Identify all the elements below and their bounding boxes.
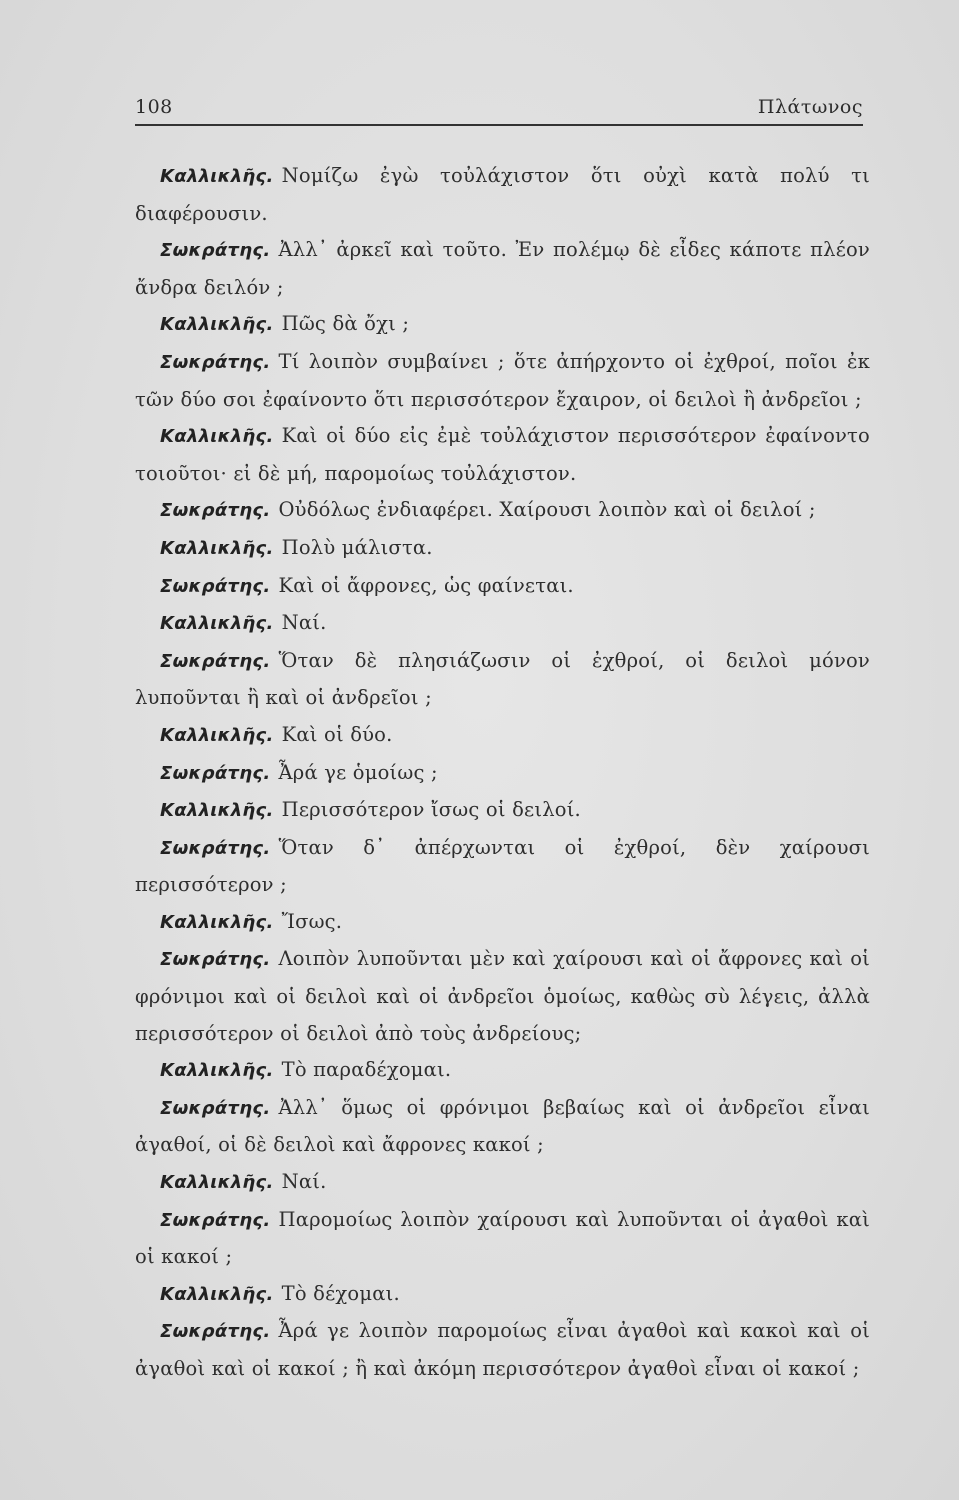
speaker-name: Σωκράτης. [160,351,271,373]
speech-text: Τὸ παραδέχομαι. [281,1058,452,1082]
dialogue-turn [135,605,870,643]
speaker-name: Καλλικλῆς. [160,613,274,635]
speaker-name: Καλλικλῆς. [160,1283,274,1305]
speaker-name: Καλλικλῆς. [160,166,274,187]
running-title: Πλάτωνος [757,96,863,118]
speaker-name: Σωκράτης. [160,1097,271,1119]
page-number: 108 [135,96,173,118]
dialogue-turn [135,158,870,232]
speech-text: Οὐδόλως ἐνδιαφέρει. Χαίρουσι λοιπὸν καὶ οἱ δειλοί ; [278,498,816,522]
dialogue-turn [135,1090,870,1164]
speaker-name: Σωκράτης. [160,837,271,859]
speech-text: Πολὺ μάλιστα. [281,535,433,559]
speaker-name: Καλλικλῆς. [160,1172,274,1194]
speaker-name: Σωκράτης. [160,650,271,672]
dialogue-text [135,158,870,1388]
speaker-name: Καλλικλῆς. [160,911,274,933]
dialogue-turn [135,904,870,942]
speaker-name: Σωκράτης. [160,949,271,971]
dialogue-turn [135,344,870,418]
dialogue-turn [135,755,870,793]
speaker-name: Σωκράτης. [160,1209,271,1231]
dialogue-turn [135,1052,870,1090]
dialogue-turn [135,830,870,904]
dialogue-turn [135,717,870,755]
speech-text: Ναί. [281,1170,327,1194]
speech-text: Ἀλλ᾽ ὅμως οἱ φρόνιμοι βεβαίως καὶ οἱ ἀνδρεῖοι εἶναι ἀγαθοί, οἱ δὲ δειλοὶ καὶ ἄφρονες κακοί ; [135,1095,870,1157]
header-rule [135,124,863,126]
dialogue-turn [135,418,870,492]
speaker-name: Καλλικλῆς. [160,314,274,336]
dialogue-turn [135,643,870,717]
dialogue-turn [135,492,870,530]
speaker-name: Σωκράτης. [160,762,271,784]
dialogue-turn [135,1276,870,1314]
speech-text: Λοιπὸν λυποῦνται μὲν καὶ χαίρουσι καὶ οἱ ἄφρονες καὶ οἱ φρόνιμοι καὶ οἱ δειλοὶ καὶ οἱ ἀνδρεῖοι ὁμοίως, καθὼς σὺ λέγεις, ἀλλὰ περισσότερον οἱ δειλοὶ ἀπὸ τοὺς ἀνδρείους; [135,947,870,1045]
speech-text: Ὅταν δὲ πλησιάζωσιν οἱ ἐχθροί, οἱ δειλοὶ μόνον λυποῦνται ἢ καὶ οἱ ἀνδρεῖοι ; [135,648,870,710]
dialogue-turn [135,792,870,830]
speaker-name: Σωκράτης. [160,575,271,597]
speech-text: Τί λοιπὸν συμβαίνει ; ὅτε ἀπήρχοντο οἱ ἐχθροί, ποῖοι ἐκ τῶν δύο σοι ἐφαίνοντο ὅτι περισσότερον ἔχαιρον, οἱ δειλοὶ ἢ ἀνδρεῖοι ; [135,349,870,411]
speech-text: Περισσότερον ἴσως οἱ δειλοί. [281,798,581,822]
speech-text: Καὶ οἱ ἄφρονες, ὡς φαίνεται. [278,573,574,597]
speech-text: Ἀλλ᾽ ἀρκεῖ καὶ τοῦτο. Ἐν πολέμῳ δὲ εἶδες κάποτε πλέον ἄνδρα δειλόν ; [135,238,870,299]
speech-text: Νομίζω ἐγὼ τοὐλάχιστον ὅτι οὐχὶ κατὰ πολύ τι διαφέρουσιν. [135,164,870,225]
speaker-name: Σωκράτης. [160,500,271,522]
dialogue-turn [135,1202,870,1276]
speaker-name: Καλλικλῆς. [160,537,274,559]
speaker-name: Καλλικλῆς. [160,724,274,746]
speech-text: Καὶ οἱ δύο. [281,722,393,746]
speech-text: Καὶ οἱ δύο εἰς ἐμὲ τοὐλάχιστον περισσότερον ἐφαίνοντο τοιοῦτοι· εἰ δὲ μή, παρομοίως τοὐλάχιστον. [135,424,870,485]
speaker-name: Καλλικλῆς. [160,800,274,822]
speaker-name: Καλλικλῆς. [160,1060,274,1082]
page-header [135,96,863,126]
dialogue-turn [135,1313,870,1387]
dialogue-turn [135,232,870,306]
speaker-name: Καλλικλῆς. [160,426,274,448]
dialogue-turn [135,941,870,1052]
speech-text: Ἆρά γε λοιπὸν παρομοίως εἶναι ἀγαθοὶ καὶ κακοὶ καὶ οἱ ἀγαθοὶ καὶ οἱ κακοί ; ἢ καὶ ἀκόμη περισσότερον ἀγαθοὶ εἶναι οἱ κακοί ; [135,1319,870,1380]
speech-text: Πῶς δὰ ὄχι ; [281,312,410,336]
speech-text: Ὅταν δ᾽ ἀπέρχωνται οἱ ἐχθροί, δὲν χαίρουσι περισσότερον ; [135,835,870,897]
speech-text: Παρομοίως λοιπὸν χαίρουσι καὶ λυποῦνται οἱ ἀγαθοὶ καὶ οἱ κακοί ; [135,1207,870,1269]
dialogue-turn [135,530,870,568]
speech-text: Ἴσως. [281,909,343,933]
dialogue-turn [135,306,870,344]
speaker-name: Σωκράτης. [160,1321,271,1343]
speech-text: Τὸ δέχομαι. [281,1281,400,1305]
speaker-name: Σωκράτης. [160,240,271,262]
speech-text: Ἆρά γε ὁμοίως ; [278,760,438,784]
speech-text: Ναί. [281,611,327,635]
dialogue-turn [135,1164,870,1202]
dialogue-turn [135,568,870,606]
